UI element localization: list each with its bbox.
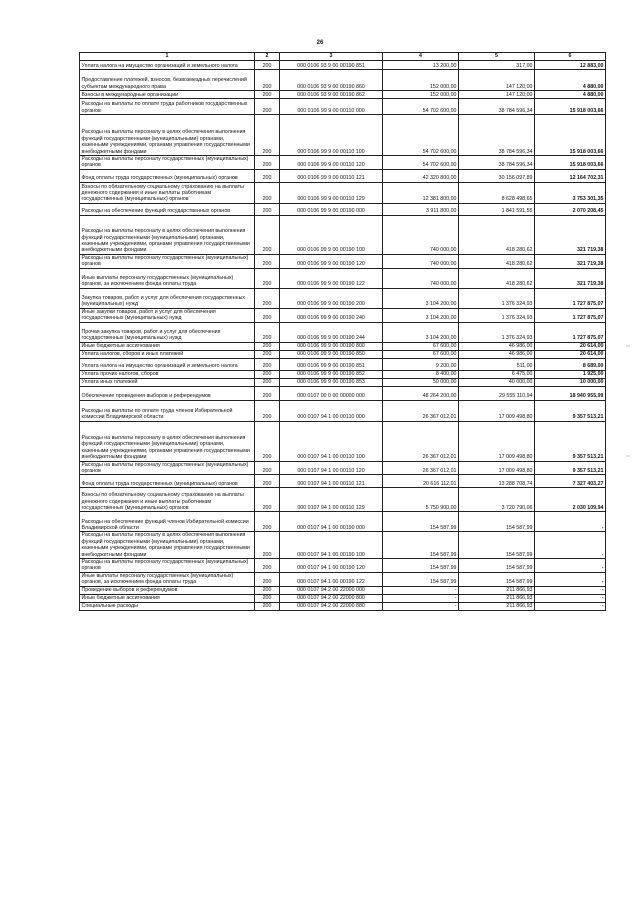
cell-plan: 48 264 200,00: [383, 386, 459, 400]
cell-cls: 000 0106 99 9 00 00110 000: [280, 99, 383, 115]
table-row: [80, 559, 606, 573]
header-cell: 5: [459, 53, 535, 61]
cell-code: 200: [255, 350, 280, 358]
cell-code: 200: [255, 461, 280, 475]
header-cell: 1: [80, 53, 255, 61]
cell-code: 200: [255, 488, 280, 512]
cell-rest: 7 327 403,27: [535, 475, 606, 488]
cell-exec: 211 866,93: [459, 602, 535, 610]
cell-exec: 29 555 110,94: [459, 386, 535, 400]
cell-plan: 67 600,00: [383, 342, 459, 350]
cell-cls: 000 0106 99 9 00 00190 200: [280, 288, 383, 308]
cell-code: 200: [255, 386, 280, 400]
header-cell: 4: [383, 53, 459, 61]
cell-code: 200: [255, 559, 280, 573]
cell-rest: 2 030 109,94: [535, 488, 606, 512]
cell-plan: 3 911 800,00: [383, 203, 459, 215]
cell-name: Фонд оплаты труда государственных (муниципальных) органов: [80, 475, 255, 488]
cell-cls: 000 0107 94 1 00 00190 000: [280, 512, 383, 532]
table-header-row: [80, 53, 606, 61]
table-row: [80, 268, 606, 288]
cell-exec: 17 009 498,80: [459, 400, 535, 421]
cell-plan: 12 381 800,00: [383, 182, 459, 203]
cell-cls: 000 0107 94 1 00 00110 000: [280, 400, 383, 421]
cell-rest: 9 357 513,21: [535, 421, 606, 461]
cell-cls: 000 0106 99 9 00 00190 000: [280, 203, 383, 215]
cell-exec: 147 120,00: [459, 91, 535, 99]
cell-plan: 740 000,00: [383, 215, 459, 254]
cell-plan: 8 400,00: [383, 370, 459, 378]
cell-cls: 000 0106 99 9 00 00110 129: [280, 182, 383, 203]
table-row: [80, 61, 606, 70]
cell-cls: 000 0107 94 1 00 00190 120: [280, 559, 383, 573]
table-row: [80, 488, 606, 512]
cell-name: Иные выплаты персоналу государственных (муниципальных) органов, за исключением фонда оплаты труда: [80, 268, 255, 288]
cell-exec: 8 628 498,65: [459, 182, 535, 203]
cell-rest: 2 070 208,45: [535, 203, 606, 215]
table-row: [80, 475, 606, 488]
cell-exec: 1 376 324,93: [459, 288, 535, 308]
table-row: [80, 322, 606, 342]
cell-code: 200: [255, 91, 280, 99]
cell-code: 200: [255, 70, 280, 91]
cell-plan: 26 367 012,01: [383, 421, 459, 461]
cell-cls: 000 0106 99 9 00 00190 850: [280, 350, 383, 358]
cell-exec: 211 866,93: [459, 586, 535, 594]
cell-name: Уплата налогов, сборов и иных платежей: [80, 350, 255, 358]
cell-rest: 8 689,00: [535, 358, 606, 370]
table-row: [80, 254, 606, 268]
cell-cls: 000 0106 99 9 00 00190 853: [280, 378, 383, 386]
cell-exec: 30 156 097,89: [459, 169, 535, 182]
cell-name: Расходы на выплаты по оплате труда членов Избирательной комиссии Владимирской области: [80, 400, 255, 421]
cell-code: 200: [255, 512, 280, 532]
cell-code: 200: [255, 421, 280, 461]
cell-cls: 000 0107 94 1 00 00190 100: [280, 532, 383, 559]
cell-code: 200: [255, 182, 280, 203]
cell-code: 200: [255, 203, 280, 215]
cell-cls: 000 0107 00 0 00 00000 000: [280, 386, 383, 400]
cell-exec: 317,00: [459, 61, 535, 70]
cell-code: 200: [255, 156, 280, 170]
cell-rest: 1 727 875,07: [535, 322, 606, 342]
cell-rest: 1 925,00: [535, 370, 606, 378]
table-row: [80, 358, 606, 370]
budget-execution-table: [79, 52, 606, 611]
cell-rest: 9 357 513,21: [535, 461, 606, 475]
cell-rest: 20 614,00: [535, 350, 606, 358]
cell-rest: -: [535, 572, 606, 586]
cell-name: Расходы на выплаты персоналу государственных (муниципальных) органов: [80, 254, 255, 268]
cell-rest: 321 719,38: [535, 215, 606, 254]
cell-plan: -: [383, 602, 459, 610]
table-row: [80, 370, 606, 378]
cell-cls: 000 0106 93 9 00 00190 862: [280, 91, 383, 99]
cell-plan: 3 104 200,00: [383, 322, 459, 342]
cell-code: 200: [255, 288, 280, 308]
cell-name: Иные закупки товаров, работ и услуг для обеспечения государственных (муниципальных) нужд: [80, 308, 255, 322]
cell-plan: -: [383, 586, 459, 594]
cell-exec: 46 986,00: [459, 342, 535, 350]
cell-name: Расходы на выплаты по оплате труда работников государственных органов: [80, 99, 255, 115]
header-cell: 3: [280, 53, 383, 61]
cell-cls: 000 0106 99 9 00 00110 100: [280, 115, 383, 156]
cell-exec: 17 009 498,80: [459, 461, 535, 475]
cell-code: 200: [255, 586, 280, 594]
cell-cls: 000 0107 94 1 00 00110 129: [280, 488, 383, 512]
cell-rest: 15 918 003,66: [535, 99, 606, 115]
cell-name: Иные бюджетные ассигнования: [80, 594, 255, 602]
cell-rest: 321 719,38: [535, 268, 606, 288]
cell-plan: 42 320 800,00: [383, 169, 459, 182]
cell-plan: 152 000,00: [383, 91, 459, 99]
cell-name: Взносы по обязательному социальному страхованию на выплаты денежного содержания и иные выплаты работникам государственных (муниципальных) органов: [80, 182, 255, 203]
cell-plan: 740 000,00: [383, 254, 459, 268]
cell-name: Расходы на обеспечение функций государственных органов: [80, 203, 255, 215]
cell-cls: 000 0106 99 9 00 00190 120: [280, 254, 383, 268]
cell-rest: -: [535, 559, 606, 573]
cell-cls: 000 0106 99 9 00 00110 121: [280, 169, 383, 182]
cell-plan: 54 702 600,00: [383, 156, 459, 170]
table-row: [80, 400, 606, 421]
cell-name: Уплата иных платежей: [80, 378, 255, 386]
cell-plan: 54 702 600,00: [383, 115, 459, 156]
cell-plan: 154 587,99: [383, 532, 459, 559]
cell-name: Расходы на выплаты персоналу в целях обеспечения выполнения функций государственными (муниципальными) органами, казенными учреждениями, органами управления государственными внебюджетными фондами: [80, 215, 255, 254]
table-row: [80, 156, 606, 170]
cell-cls: 000 0106 99 9 00 00190 240: [280, 308, 383, 322]
cell-name: Фонд оплаты труда государственных (муниципальных) органов: [80, 169, 255, 182]
cell-code: 200: [255, 268, 280, 288]
cell-cls: 000 0107 94 1 00 00110 100: [280, 421, 383, 461]
cell-code: 200: [255, 594, 280, 602]
cell-exec: 40 000,00: [459, 378, 535, 386]
cell-name: Предоставление платежей, взносов, безвозмездных перечислений субъектам международного права: [80, 70, 255, 91]
scan-mark: [626, 345, 630, 347]
cell-name: Расходы на выплаты персоналу государственных (муниципальных) органов: [80, 559, 255, 573]
table-row: [80, 378, 606, 386]
table-row: [80, 532, 606, 559]
cell-exec: 418 280,62: [459, 254, 535, 268]
cell-exec: 38 784 596,34: [459, 115, 535, 156]
cell-exec: 1 841 591,55: [459, 203, 535, 215]
cell-plan: 154 587,99: [383, 559, 459, 573]
cell-cls: 000 0107 94 2 00 22000 000: [280, 586, 383, 594]
cell-plan: 20 616 112,01: [383, 475, 459, 488]
cell-code: 200: [255, 61, 280, 70]
cell-rest: 20 614,00: [535, 342, 606, 350]
table-row: [80, 572, 606, 586]
cell-name: Уплата прочих налогов, сборов: [80, 370, 255, 378]
cell-exec: 38 784 596,34: [459, 156, 535, 170]
cell-plan: 740 000,00: [383, 268, 459, 288]
cell-plan: 152 000,00: [383, 70, 459, 91]
cell-cls: 000 0107 94 1 00 00110 121: [280, 475, 383, 488]
cell-cls: 000 0106 93 9 00 00190 860: [280, 70, 383, 91]
cell-code: 200: [255, 115, 280, 156]
cell-plan: 154 587,99: [383, 572, 459, 586]
cell-code: 200: [255, 602, 280, 610]
cell-rest: -: [535, 512, 606, 532]
cell-exec: 147 120,00: [459, 70, 535, 91]
cell-code: 200: [255, 572, 280, 586]
cell-plan: 26 367 012,01: [383, 461, 459, 475]
cell-code: 200: [255, 358, 280, 370]
cell-name: Проведение выборов и референдумов: [80, 586, 255, 594]
table-row: [80, 350, 606, 358]
cell-code: 200: [255, 378, 280, 386]
cell-rest: 321 719,38: [535, 254, 606, 268]
cell-plan: 3 104 200,00: [383, 308, 459, 322]
cell-name: Расходы на выплаты персоналу государственных (муниципальных) органов: [80, 156, 255, 170]
cell-name: Расходы на выплаты персоналу в целях обеспечения выполнения функций государственными (муниципальными) органами, казенными учреждениями, органами управления государственными внебюджетными фондами: [80, 115, 255, 156]
cell-rest: -: [535, 532, 606, 559]
cell-exec: 13 288 708,74: [459, 475, 535, 488]
cell-cls: 000 0106 99 9 00 00190 852: [280, 370, 383, 378]
cell-cls: 000 0106 93 9 00 00190 851: [280, 61, 383, 70]
table-row: [80, 182, 606, 203]
cell-code: 200: [255, 215, 280, 254]
cell-name: Расходы на обеспечение функций членов Избирательной комиссии Владимирской области: [80, 512, 255, 532]
table-row: [80, 203, 606, 215]
cell-rest: 15 918 003,66: [535, 156, 606, 170]
cell-rest: 18 940 955,99: [535, 386, 606, 400]
cell-plan: 5 750 900,00: [383, 488, 459, 512]
cell-exec: 154 587,99: [459, 559, 535, 573]
table-row: [80, 91, 606, 99]
cell-plan: 54 702 600,00: [383, 99, 459, 115]
cell-rest: 4 880,00: [535, 91, 606, 99]
cell-plan: 13 200,00: [383, 61, 459, 70]
header-cell: 2: [255, 53, 280, 61]
cell-exec: 418 280,62: [459, 215, 535, 254]
cell-exec: 418 280,62: [459, 268, 535, 288]
cell-exec: 17 009 498,80: [459, 421, 535, 461]
table-row: [80, 308, 606, 322]
cell-name: Закупка товаров, работ и услуг для обеспечения государственных (муниципальных) нужд: [80, 288, 255, 308]
cell-rest: 9 357 513,21: [535, 400, 606, 421]
cell-name: Прочая закупка товаров, работ и услуг для обеспечения государственных (муниципальных) нужд: [80, 322, 255, 342]
cell-rest: 12 164 702,31: [535, 169, 606, 182]
table-row: [80, 342, 606, 350]
cell-exec: 154 587,99: [459, 532, 535, 559]
table-row: [80, 115, 606, 156]
table-row: [80, 594, 606, 602]
cell-code: 200: [255, 532, 280, 559]
table-row: [80, 461, 606, 475]
table-row: [80, 99, 606, 115]
cell-code: 200: [255, 169, 280, 182]
cell-exec: 154 587,99: [459, 512, 535, 532]
cell-rest: 10 000,00: [535, 378, 606, 386]
cell-code: 200: [255, 99, 280, 115]
cell-name: Расходы на выплаты персоналу в целях обеспечения выполнения функций государственными (муниципальными) органами, казенными учреждениями, органами управления государственными внебюджетными фондами: [80, 421, 255, 461]
cell-rest: 1 727 875,07: [535, 308, 606, 322]
cell-cls: 000 0106 99 9 00 00190 122: [280, 268, 383, 288]
cell-plan: -: [383, 594, 459, 602]
cell-exec: 46 986,00: [459, 350, 535, 358]
table-row: [80, 421, 606, 461]
cell-rest: -: [535, 602, 606, 610]
cell-code: 200: [255, 475, 280, 488]
cell-cls: 000 0106 99 9 00 00190 800: [280, 342, 383, 350]
cell-cls: 000 0107 94 1 00 00190 122: [280, 572, 383, 586]
cell-exec: 6 475,00: [459, 370, 535, 378]
cell-cls: 000 0106 99 9 00 00190 851: [280, 358, 383, 370]
cell-rest: 3 753 301,35: [535, 182, 606, 203]
table-row: [80, 70, 606, 91]
header-cell: 6: [535, 53, 606, 61]
cell-plan: 50 000,00: [383, 378, 459, 386]
cell-code: 200: [255, 322, 280, 342]
cell-name: Расходы на выплаты персоналу государственных (муниципальных) органов: [80, 461, 255, 475]
cell-name: Иные выплаты персоналу государственных (муниципальных) органов, за исключением фонда оплаты труда: [80, 572, 255, 586]
cell-rest: 15 918 003,66: [535, 115, 606, 156]
scan-mark: [626, 455, 630, 457]
cell-exec: 511,00: [459, 358, 535, 370]
cell-cls: 000 0106 99 9 00 00110 120: [280, 156, 383, 170]
cell-exec: 1 376 324,93: [459, 308, 535, 322]
table-row: [80, 602, 606, 610]
cell-exec: 154 587,99: [459, 572, 535, 586]
cell-plan: 9 200,00: [383, 358, 459, 370]
cell-name: Взносы в международные организации: [80, 91, 255, 99]
table-row: [80, 386, 606, 400]
cell-name: Обеспечение проведения выборов и референдумов: [80, 386, 255, 400]
table-row: [80, 169, 606, 182]
table-row: [80, 215, 606, 254]
cell-rest: 12 883,00: [535, 61, 606, 70]
cell-cls: 000 0107 94 2 00 22000 880: [280, 602, 383, 610]
cell-code: 200: [255, 308, 280, 322]
cell-code: 200: [255, 400, 280, 421]
cell-name: Иные бюджетные ассигнования: [80, 342, 255, 350]
cell-name: Уплата налога на имущество организаций и земельного налога: [80, 358, 255, 370]
cell-code: 200: [255, 342, 280, 350]
cell-name: Расходы на выплаты персоналу в целях обеспечения выполнения функций государственными (муниципальными) органами, казенными учреждениями, органами управления государственными внебюджетными фондами: [80, 532, 255, 559]
cell-exec: 211 866,93: [459, 594, 535, 602]
table-row: [80, 512, 606, 532]
cell-rest: -: [535, 586, 606, 594]
cell-cls: 000 0107 94 1 00 00110 120: [280, 461, 383, 475]
cell-name: Взносы по обязательному социальному страхованию на выплаты денежного содержания и иные выплаты работникам государственных (муниципальных) органов: [80, 488, 255, 512]
cell-cls: 000 0106 99 9 00 00190 244: [280, 322, 383, 342]
cell-exec: 1 376 324,93: [459, 322, 535, 342]
cell-plan: 3 104 200,00: [383, 288, 459, 308]
cell-name: Уплата налога на имущество организаций и земельного налога: [80, 61, 255, 70]
cell-rest: 4 880,00: [535, 70, 606, 91]
cell-plan: 26 367 012,01: [383, 400, 459, 421]
cell-exec: 38 784 596,34: [459, 99, 535, 115]
cell-cls: 000 0106 99 9 00 00190 100: [280, 215, 383, 254]
cell-exec: 3 720 790,06: [459, 488, 535, 512]
table-row: [80, 288, 606, 308]
cell-code: 200: [255, 370, 280, 378]
cell-plan: 154 587,99: [383, 512, 459, 532]
cell-name: Специальные расходы: [80, 602, 255, 610]
cell-cls: 000 0107 94 2 00 22000 800: [280, 594, 383, 602]
cell-rest: 1 727 875,07: [535, 288, 606, 308]
cell-plan: 67 600,00: [383, 350, 459, 358]
cell-code: 200: [255, 254, 280, 268]
page-number: 26: [316, 40, 324, 46]
cell-rest: -: [535, 594, 606, 602]
table-row: [80, 586, 606, 594]
